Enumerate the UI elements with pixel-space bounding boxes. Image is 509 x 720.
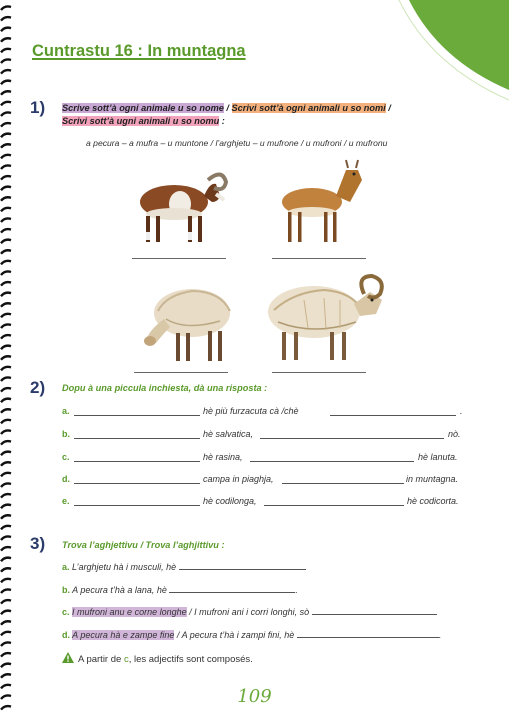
spiral-ring xyxy=(1,112,11,116)
question-row xyxy=(62,562,307,572)
spiral-ring xyxy=(1,621,11,625)
instruction-variant-a: Scrive sott’à ogni animale u so nome xyxy=(62,103,224,113)
row-text: hè salvatica, xyxy=(203,429,254,439)
grazing-sheep-icon xyxy=(136,275,236,367)
note-text: , les adjectifs sont composés. xyxy=(128,654,253,665)
answer-line[interactable] xyxy=(74,483,200,484)
mouflon-ewe-icon xyxy=(272,156,368,248)
spiral-ring xyxy=(1,314,11,318)
spiral-ring xyxy=(1,589,11,593)
row-text: hè più furzacuta cà /chè xyxy=(203,406,299,416)
spiral-ring xyxy=(1,558,11,562)
spiral-ring xyxy=(1,579,11,583)
row-end-text: . xyxy=(304,562,308,572)
instruction-text: Dopu à una piccula inchiesta, dà una risposta : xyxy=(62,383,268,393)
row-end-text: . xyxy=(438,630,442,640)
row-text: hè rasina, xyxy=(203,452,243,462)
spiral-ring xyxy=(1,218,11,222)
row-text: / I mufroni ani i corri longhi, sò xyxy=(186,607,310,617)
answer-line[interactable] xyxy=(282,483,404,484)
spiral-ring xyxy=(1,240,11,244)
spiral-ring xyxy=(1,388,11,392)
row-label: d. xyxy=(62,474,70,484)
row-label: d. xyxy=(62,630,70,640)
spiral-ring xyxy=(1,81,11,85)
answer-line[interactable] xyxy=(272,372,366,373)
question-row xyxy=(62,406,462,418)
spiral-ring xyxy=(1,642,11,646)
exercise-1-number: 1) xyxy=(30,98,46,117)
row-end-text: hè lanuta. xyxy=(418,452,458,462)
spiral-ring xyxy=(1,155,11,159)
row-end-text: hè codicorta. xyxy=(407,496,459,506)
spiral-ring xyxy=(1,420,11,424)
answer-line[interactable] xyxy=(272,258,366,259)
answer-line[interactable] xyxy=(132,258,226,259)
spiral-ring xyxy=(1,483,11,487)
spiral-ring xyxy=(1,430,11,434)
spiral-ring xyxy=(1,632,11,636)
row-label: b. xyxy=(62,429,70,439)
spiral-ring xyxy=(1,664,11,668)
spiral-ring xyxy=(1,59,11,63)
question-row xyxy=(62,496,462,508)
spiral-ring xyxy=(1,547,11,551)
spiral-ring xyxy=(1,38,11,42)
spiral-ring xyxy=(1,505,11,509)
spiral-ring xyxy=(1,324,11,328)
spiral-ring xyxy=(1,70,11,74)
instruction-variant-c: Scrivi sott’à ugni animali u so nomu xyxy=(62,116,220,126)
answer-line[interactable] xyxy=(74,505,200,506)
spiral-ring xyxy=(1,28,11,32)
answer-line[interactable] xyxy=(74,438,200,439)
spiral-binding xyxy=(0,0,14,720)
question-row xyxy=(62,474,462,486)
row-label: e. xyxy=(62,496,70,506)
exercise-2-number: 2) xyxy=(30,378,46,397)
spiral-ring xyxy=(1,91,11,95)
mouflon-ram-icon xyxy=(128,156,228,248)
row-label: c. xyxy=(62,452,70,462)
answer-line[interactable] xyxy=(330,415,456,416)
spiral-ring xyxy=(1,293,11,297)
page-title: Cuntrastu 16 : In muntagna xyxy=(32,42,246,60)
spiral-ring xyxy=(1,367,11,371)
exercise-3-number: 3) xyxy=(30,534,46,553)
spiral-ring xyxy=(1,600,11,604)
row-end-text: . xyxy=(460,406,463,416)
note-text: A partir de xyxy=(78,654,124,665)
row-text: L’arghjetu hà i musculi, hè xyxy=(69,562,177,572)
answer-line[interactable] xyxy=(312,614,436,615)
corner-decoration xyxy=(369,0,509,110)
spiral-ring xyxy=(1,187,11,191)
highlighted-sentence: I mufroni anu e corne longhe xyxy=(72,607,187,617)
spiral-ring xyxy=(1,134,11,138)
row-text: A pecura t’hà a lana, hè xyxy=(70,585,167,595)
note xyxy=(62,652,253,665)
row-end-text: . xyxy=(435,607,439,617)
answer-line[interactable] xyxy=(260,438,444,439)
question-row xyxy=(62,452,462,464)
spiral-ring xyxy=(1,399,11,403)
row-label: a. xyxy=(62,406,70,416)
spiral-ring xyxy=(1,536,11,540)
exercise-3-instruction xyxy=(62,539,225,552)
spiral-ring xyxy=(1,674,11,678)
spiral-ring xyxy=(1,303,11,307)
spiral-ring xyxy=(1,176,11,180)
exercise-1-instruction xyxy=(62,102,391,128)
exercise-2-instruction xyxy=(62,382,267,395)
row-text: / A pecura t’hà i zampi fini, hè xyxy=(174,630,295,640)
spiral-ring xyxy=(1,6,11,10)
row-end-text: . xyxy=(295,585,298,595)
row-end-text: in muntagna. xyxy=(406,474,459,484)
spiral-ring xyxy=(1,568,11,572)
page-number: 109 xyxy=(237,686,272,707)
separator: / xyxy=(385,103,391,113)
row-end-text: nò. xyxy=(448,429,461,439)
spiral-ring xyxy=(1,271,11,275)
question-row xyxy=(62,607,438,617)
spiral-ring xyxy=(1,515,11,519)
spiral-ring xyxy=(1,441,11,445)
answer-line[interactable] xyxy=(169,592,295,593)
spiral-ring xyxy=(1,653,11,657)
row-text: campa in piaghja, xyxy=(203,474,274,484)
spiral-ring xyxy=(1,377,11,381)
ram-icon xyxy=(264,270,388,366)
row-label: a. xyxy=(62,562,70,572)
spiral-ring xyxy=(1,123,11,127)
question-row xyxy=(62,630,441,640)
spiral-ring xyxy=(1,473,11,477)
spiral-ring xyxy=(1,250,11,254)
answer-line[interactable] xyxy=(250,461,414,462)
row-label: c. xyxy=(62,607,70,617)
spiral-ring xyxy=(1,462,11,466)
spiral-ring xyxy=(1,356,11,360)
spiral-ring xyxy=(1,452,11,456)
spiral-ring xyxy=(1,346,11,350)
word-bank: a pecura – a mufra – u muntone / l’arghjetu – u mufrone / u mufroni / u mufronu xyxy=(86,138,388,148)
spiral-ring xyxy=(1,335,11,339)
highlighted-sentence: A pecura hà e zampe fine xyxy=(72,630,175,640)
warning-icon xyxy=(62,652,74,663)
answer-line[interactable] xyxy=(264,505,404,506)
spiral-ring xyxy=(1,282,11,286)
answer-line[interactable] xyxy=(297,637,439,638)
spiral-ring xyxy=(1,261,11,265)
spiral-ring xyxy=(1,17,11,21)
answer-line[interactable] xyxy=(179,569,305,570)
spiral-ring xyxy=(1,526,11,530)
colon: : xyxy=(219,116,225,126)
instruction-text: Trova l’aghjettivu / Trova l’aghjittivu : xyxy=(62,540,225,550)
spiral-ring xyxy=(1,409,11,413)
instruction-variant-b: Scrivi sott’à ogni animali u so nomi xyxy=(231,103,386,113)
row-label: b. xyxy=(62,585,70,595)
spiral-ring xyxy=(1,102,11,106)
answer-line[interactable] xyxy=(74,415,200,416)
spiral-ring xyxy=(1,144,11,148)
spiral-ring xyxy=(1,208,11,212)
note-letter: c xyxy=(123,654,129,665)
spiral-ring xyxy=(1,611,11,615)
spiral-ring xyxy=(1,229,11,233)
spiral-ring xyxy=(1,49,11,53)
spiral-ring xyxy=(1,197,11,201)
answer-line[interactable] xyxy=(134,372,228,373)
spiral-ring xyxy=(1,494,11,498)
question-row xyxy=(62,585,298,595)
answer-line[interactable] xyxy=(74,461,200,462)
row-text: hè codilonga, xyxy=(203,496,257,506)
separator: / xyxy=(223,103,232,113)
spiral-ring xyxy=(1,165,11,169)
question-row xyxy=(62,429,462,441)
